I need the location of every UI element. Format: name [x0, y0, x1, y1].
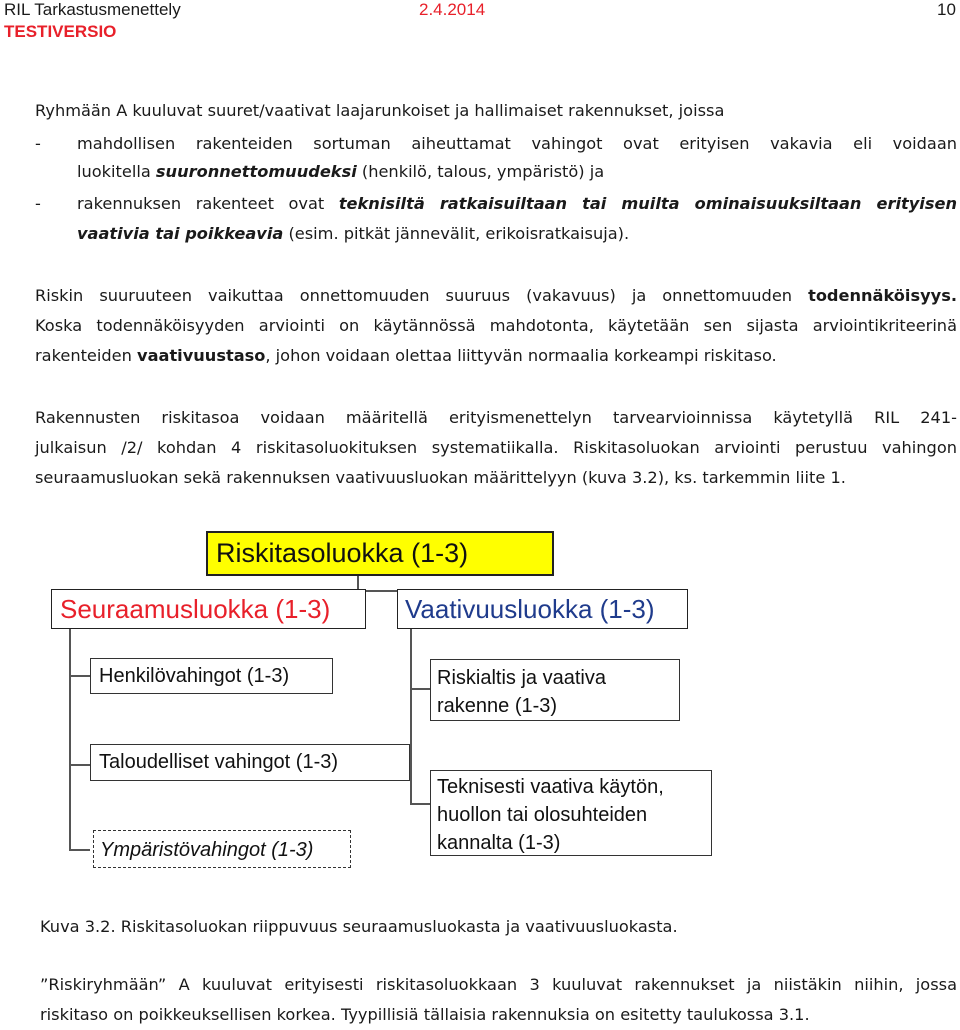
- connector-left-trunk: [69, 628, 71, 850]
- connector-left-branch-1: [69, 675, 90, 677]
- connector-right-trunk: [410, 628, 412, 804]
- diagram-top-box: [206, 531, 554, 576]
- connector-right-branch-2: [410, 803, 430, 805]
- diagram-right-head-box: [397, 589, 688, 629]
- diagram-left-item-1: Henkilövahingot (1-3): [90, 658, 333, 694]
- diagram-left-item-3: Ympäristövahingot (1-3): [93, 830, 351, 868]
- connector-left-branch-3: [69, 849, 90, 851]
- diagram-right-item-2: Teknisesti vaativa käytön, huollon tai olosuhteiden kannalta (1-3): [430, 770, 712, 856]
- paragraph-1-line-5: vaativia tai poikkeavia (esim. pitkät jännevälit, erikoisratkaisuja).: [77, 224, 630, 243]
- page-number: 10: [937, 0, 956, 19]
- paragraph-3-line-2: julkaisun /2/ kohdan 4 riskitasoluokituksen systematiikalla. Riskitasoluokan arviointi perustuu vahingon: [35, 438, 957, 457]
- connector-right-branch-1: [410, 688, 430, 690]
- note-line-1: ”Riskiryhmään” A kuuluvat erityisesti riskitasoluokkaan 3 kuuluvat rakennukset ja niistäkin niihin, jossa: [40, 975, 957, 994]
- paragraph-2-line-1: Riskin suuruuteen vaikuttaa onnettomuuden suuruus (vakavuus) ja onnettomuuden todennäköisyys.: [35, 286, 957, 305]
- document-title: RIL Tarkastusmenettely: [4, 0, 181, 19]
- diagram-right-head-label: Vaativuusluokka (1-3): [405, 594, 655, 624]
- diagram-left-item-2: Taloudelliset vahingot (1-3): [90, 744, 410, 781]
- paragraph-1-line-3: luokitella suuronnettomuudeksi (henkilö, talous, ympäristö) ja: [77, 162, 605, 181]
- connector-top-down: [357, 576, 359, 590]
- document-date: 2.4.2014: [419, 0, 486, 19]
- paragraph-2-line-3: rakenteiden vaativuustaso, johon voidaan olettaa liittyvän normaalia korkeampi riskitaso.: [35, 346, 777, 365]
- paragraph-3-line-1: Rakennusten riskitasoa voidaan määritellä erityismenettelyn tarvearvioinnissa käytetyllä RIL 241-: [35, 408, 957, 427]
- paragraph-1-line-1: Ryhmään A kuuluvat suuret/vaativat laajarunkoiset ja hallimaiset rakennukset, joissa: [35, 101, 725, 120]
- figure-caption: Kuva 3.2. Riskitasoluokan riippuvuus seuraamusluokasta ja vaativuusluokasta.: [40, 917, 678, 936]
- paragraph-1-line-4: - rakennuksen rakenteet ovat teknisiltä ratkaisuiltaan tai muilta ominaisuuksiltaan erityisen: [35, 194, 957, 213]
- paragraph-1-line-2: - mahdollisen rakenteiden sortuman aiheuttamat vahingot ovat erityisen vakavia eli voidaan: [35, 134, 957, 153]
- diagram-right-item-1: Riskialtis ja vaativa rakenne (1-3): [430, 659, 680, 721]
- note-line-2: riskitaso on poikkeuksellisen korkea. Tyypillisiä tällaisia rakennuksia on esitetty taulukossa 3.1.: [40, 1005, 810, 1024]
- paragraph-2-line-2: Koska todennäköisyyden arviointi on käytännössä mahdotonta, käytetään sen sijasta arviointikriteerinä: [35, 316, 957, 335]
- diagram-top-label: Riskitasoluokka (1-3): [216, 538, 469, 568]
- draft-label: TESTIVERSIO: [4, 22, 117, 41]
- diagram-left-head-label: Seuraamusluokka (1-3): [60, 594, 331, 624]
- paragraph-3-line-3: seuraamusluokan sekä rakennuksen vaativuusluokan määrittelyyn (kuva 3.2), ks. tarkemmin liite 1.: [35, 468, 846, 487]
- connector-left-branch-2: [69, 764, 90, 766]
- diagram-left-head-box: [51, 589, 366, 629]
